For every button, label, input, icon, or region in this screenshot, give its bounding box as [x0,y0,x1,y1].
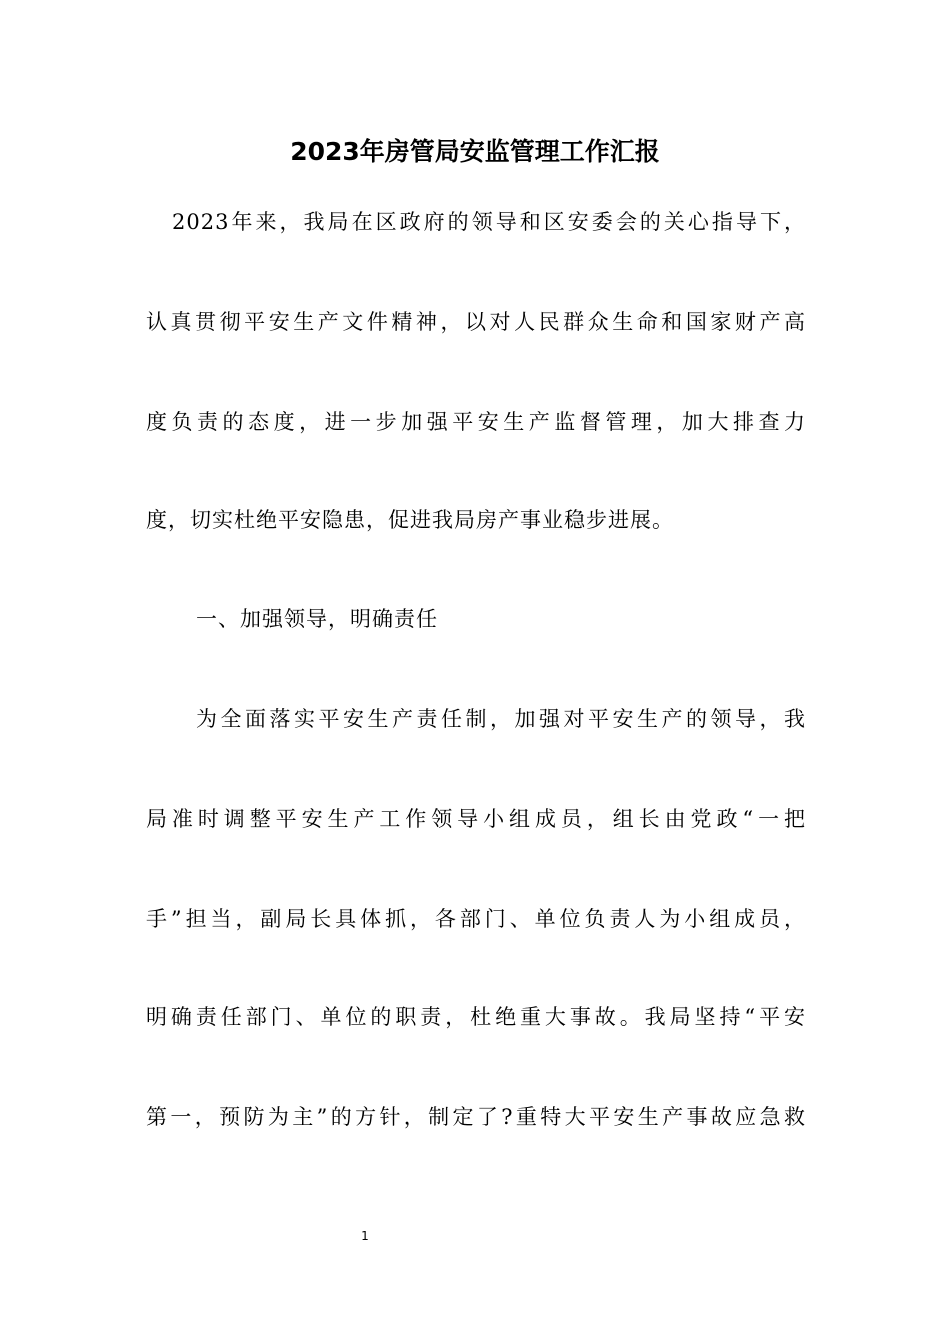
paragraph-line: 2023年来，我局在区政府的领导和区安委会的关心指导下， [172,210,806,234]
paragraph-line: 为全面落实平安生产责任制，加强对平安生产的领导，我 [196,707,806,731]
section-heading: 一、加强领导，明确责任 [196,607,438,631]
paragraph-line: 度负责的态度，进一步加强平安生产监督管理，加大排查力 [146,410,806,434]
paragraph-line: 局准时调整平安生产工作领导小组成员，组长由党政“一把 [146,807,806,831]
document-title: 2023年房管局安监管理工作汇报 [290,137,660,166]
paragraph-line: 度，切实杜绝平安隐患，促进我局房产事业稳步进展。 [146,508,674,532]
paragraph-line: 第一，预防为主”的方针，制定了?重特大平安生产事故应急救 [146,1105,806,1129]
paragraph-line: 认真贯彻平安生产文件精神，以对人民群众生命和国家财产高 [146,310,806,334]
page-number: 1 [361,1229,369,1243]
paragraph-line: 明确责任部门、单位的职责，杜绝重大事故。我局坚持“平安 [146,1005,806,1029]
paragraph-line: 手”担当，副局长具体抓，各部门、单位负责人为小组成员， [146,907,806,931]
